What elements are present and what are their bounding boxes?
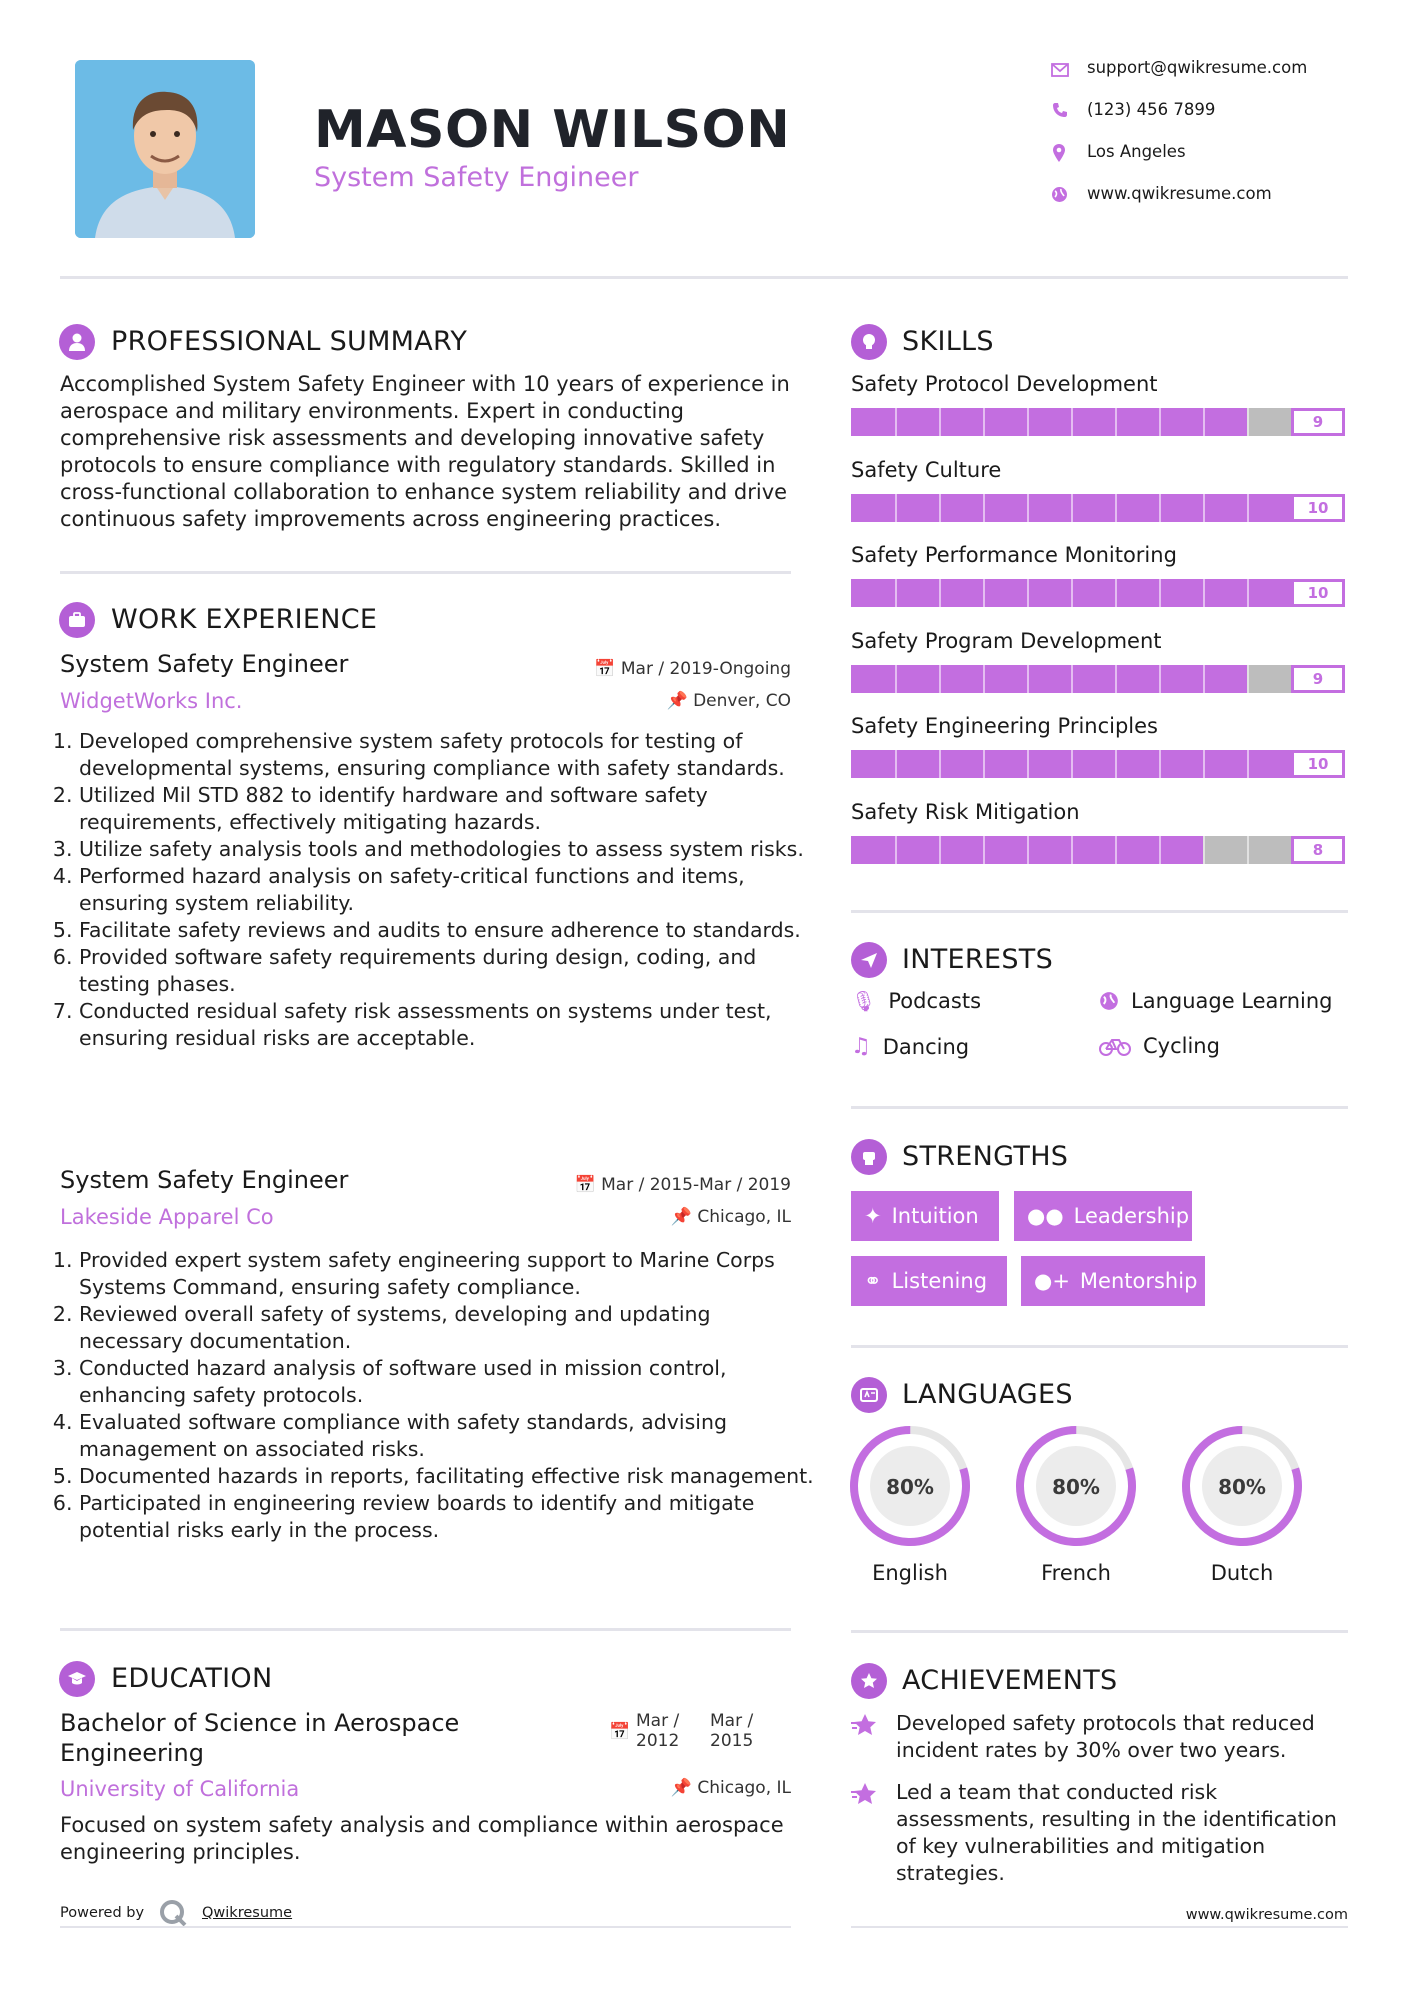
skills-heading: SKILLS [902,326,994,357]
microphone-icon: 🎙 [851,989,877,1013]
duty-item: 5. Documented hazards in reports, facilitating effective risk management. [79,1463,819,1490]
skill-bar-segment [939,408,941,436]
end-month: Mar / [710,1711,754,1731]
skill-name: Safety Program Development [851,628,1162,653]
users-icon: ●● [1027,1204,1064,1228]
duty-item: 4. Performed hazard analysis on safety-critical functions and items, ensuring system reliability. [79,863,819,917]
summary-heading: PROFESSIONAL SUMMARY [111,326,468,357]
skill-bar-segment [1247,579,1249,607]
skill-bar-segment [983,494,985,522]
skill-bar [851,579,1345,607]
contact-email-icon [1051,62,1069,81]
strengths-section-icon [851,1139,887,1175]
skill-name: Safety Performance Monitoring [851,543,1177,567]
headphones-icon: ⚭ [864,1269,882,1293]
skill-bar [851,836,1345,864]
skill-bar-segment [895,494,897,522]
education-line: Focused on system safety analysis and compliance within aerospace [60,1813,784,1837]
experience-heading: WORK EXPERIENCE [111,604,378,635]
job-company: Lakeside Apparel Co [60,1205,274,1229]
duty-item: 2. Utilized Mil STD 882 to identify hardware and software safety requirements, effectively mitigating hazards. [79,782,819,836]
job-location [667,691,791,711]
achievement-line: assessments, resulting in the identification [896,1807,1337,1831]
interest-item [1099,989,1332,1013]
language-percent: 80% [886,1475,934,1499]
interest-label: Podcasts [888,989,982,1013]
skill-bar-segment [939,750,941,778]
portrait-illustration [75,60,255,238]
interest-item [1099,1034,1220,1058]
summary-line: protocols to ensure compliance with regulatory standards. Skilled in [60,453,776,477]
interest-label: Dancing [882,1034,970,1059]
skill-bar-segment [1071,665,1073,693]
skill-bar-segment [983,750,985,778]
skill-bar-segment [895,408,897,436]
skill-bar-segment [1203,836,1205,864]
contact-website[interactable]: www.qwikresume.com [1087,184,1272,203]
contact-website-icon [1051,186,1068,207]
candidate-title: System Safety Engineer [314,162,639,193]
skill-score: 10 [1291,750,1345,778]
skill-bar [851,665,1345,693]
summary-divider [60,571,791,574]
contact-location: Los Angeles [1087,142,1186,161]
job-title: System Safety Engineer [60,650,349,678]
strength-label: Intuition [891,1204,979,1228]
skill-bar-segment [1247,836,1249,864]
user-plus-icon: ●+ [1034,1269,1070,1293]
skill-score: 10 [1291,579,1345,607]
calendar-icon: 📅 [574,1175,596,1195]
interest-label: Language Learning [1131,989,1333,1013]
job-dates [594,659,791,679]
achievement-item [896,1779,1356,1887]
achievement-line: incident rates by 30% over two years. [896,1738,1287,1762]
star-icon [851,1713,881,1743]
user-icon [67,332,87,352]
interests-divider [851,1106,1348,1109]
lightbulb-icon [859,332,879,352]
contact-email[interactable]: support@qwikresume.com [1087,58,1308,77]
skill-bar-segment [1247,750,1249,778]
skill-bar-segment [1203,750,1205,778]
pin-icon: 📌 [666,691,688,711]
skill-bar [851,750,1345,778]
language-name: French [1041,1561,1111,1585]
header-divider [60,276,1348,279]
duty-item: 4. Evaluated software compliance with safety standards, advising management on associated risks. [79,1409,819,1463]
skill-bar-segment [895,750,897,778]
skill-bar-segment [1159,408,1161,436]
paper-plane-icon [859,950,879,970]
degree-title [60,1708,459,1768]
interest-label: Cycling [1143,1034,1220,1058]
degree-line: Engineering [60,1739,204,1767]
achievement-item [896,1710,1356,1764]
summary-section-icon [59,324,95,360]
achievement-line: strategies. [896,1861,1005,1885]
duty-item: 6. Provided software safety requirements during design, coding, and testing phases. [79,944,819,998]
star-icon [851,1782,881,1808]
calendar-icon: 📅 [594,659,616,679]
summary-line: continuous safety improvements across engineering practices. [60,507,721,531]
achievements-section-icon [851,1663,887,1699]
languages-divider [851,1630,1348,1633]
end-year: 2015 [710,1731,754,1751]
language-percent: 80% [1052,1475,1100,1499]
duty-item: 7. Conducted residual safety risk assessments on systems under test, ensuring residual risks are acceptable. [79,998,819,1052]
degree-line: Bachelor of Science in Aerospace [60,1709,460,1737]
skill-bar-segment [1159,750,1161,778]
interest-item [851,989,981,1013]
duty-item: 6. Participated in engineering review boards to identify and mitigate potential risks early in the process. [79,1490,819,1544]
candidate-name: MASON WILSON [314,100,791,160]
skill-bar-segment [1071,750,1073,778]
strength-label: Mentorship [1079,1269,1198,1293]
skill-score: 8 [1291,836,1345,864]
interests-heading: INTERESTS [902,944,1054,975]
language-percent: 80% [1218,1475,1266,1499]
education-location [671,1778,791,1798]
star-icon [851,1713,881,1739]
skill-bar-segment [983,665,985,693]
strength-tag [851,1191,999,1241]
skill-bar-segment [1071,836,1073,864]
education-heading: EDUCATION [111,1663,273,1694]
skill-bar-segment [1027,750,1029,778]
strength-label: Leadership [1073,1204,1190,1228]
start-year: 2012 [636,1731,680,1751]
skill-name: Safety Culture [851,457,1002,482]
strength-tag [1014,1191,1192,1241]
achievement-line: Developed safety protocols that reduced [896,1711,1315,1735]
education-description [60,1812,800,1866]
graduate-icon [67,1669,87,1689]
skill-bar-fill [851,408,1247,436]
footer-divider-left [60,1926,791,1928]
job-dates-text: Mar / 2019-Ongoing [620,659,791,679]
skill-bar-segment [1027,579,1029,607]
skill-bar-segment [895,836,897,864]
skill-bar-segment [939,836,941,864]
skill-score: 9 [1291,665,1345,693]
skill-bar-segment [1027,408,1029,436]
skill-bar-segment [1071,579,1073,607]
skill-bar-segment [895,665,897,693]
duty-item: 5. Facilitate safety reviews and audits to ensure adherence to standards. [79,917,819,944]
summary-line: comprehensive risk assessments and developing innovative safety [60,426,765,450]
map-pin-icon [1053,144,1065,162]
job-duties-list [59,728,819,1052]
summary-text [60,371,800,533]
job-company: WidgetWorks Inc. [60,689,243,713]
skill-name: Safety Risk Mitigation [851,799,1080,824]
globe-icon [1099,991,1119,1011]
skill-bar-segment [1203,494,1205,522]
education-location-text: Chicago, IL [697,1778,791,1798]
translate-icon [859,1385,879,1405]
skill-bar-segment [1071,408,1073,436]
interest-item [851,1034,969,1059]
skill-bar-segment [983,408,985,436]
duty-item: 1. Provided expert system safety engineering support to Marine Corps Systems Command, ensuring safety compliance. [79,1247,819,1301]
summary-line: cross-functional collaboration to enhance system reliability and drive [60,480,788,504]
fist-icon [859,1147,879,1167]
interests-section-icon [851,942,887,978]
skills-section-icon [851,324,887,360]
skill-bar-segment [1203,579,1205,607]
skill-name: Safety Protocol Development [851,372,1158,396]
skill-bar-segment [1115,408,1117,436]
duty-item: 1. Developed comprehensive system safety protocols for testing of developmental systems, ensuring compliance with safety standards. [79,728,819,782]
skills-divider [851,910,1348,913]
skill-bar-segment [1027,836,1029,864]
envelope-icon [1051,63,1069,77]
skill-bar-segment [1159,665,1161,693]
job-location-text: Denver, CO [693,691,791,711]
experience-section-icon [59,602,95,638]
duty-item: 3. Conducted hazard analysis of software used in mission control, enhancing safety protocols. [79,1355,819,1409]
footer-divider-right [851,1926,1348,1928]
skill-bar-segment [1027,665,1029,693]
education-end-date [710,1711,753,1751]
achievements-heading: ACHIEVEMENTS [902,1665,1118,1696]
skill-bar-segment [895,579,897,607]
skill-bar [851,408,1345,436]
languages-heading: LANGUAGES [902,1379,1073,1410]
globe-icon [1051,186,1068,203]
skill-bar-segment [1115,836,1117,864]
briefcase-icon [67,610,87,630]
skill-bar-segment [1115,579,1117,607]
profile-photo [75,60,255,238]
strengths-divider [851,1345,1348,1348]
magic-wand-icon: ✦ [864,1204,882,1228]
education-calendar-icon: 📅 [609,1722,631,1742]
skill-name: Safety Engineering Principles [851,714,1159,738]
duty-item: 2. Reviewed overall safety of systems, developing and updating necessary documentation. [79,1301,819,1355]
skill-bar-segment [1159,494,1161,522]
skill-score: 10 [1291,494,1345,522]
pin-icon: 📌 [670,1207,692,1227]
education-line: engineering principles. [60,1840,301,1864]
skill-score: 9 [1291,408,1345,436]
job-location [671,1207,791,1227]
phone-icon [1052,102,1068,118]
language-rings [848,1422,1328,1552]
skill-bar-segment [939,665,941,693]
trophy-star-icon [859,1671,879,1691]
skill-bar-segment [983,836,985,864]
skill-bar-segment [1159,836,1161,864]
skill-bar-segment [1247,665,1249,693]
skill-bar-segment [1115,750,1117,778]
skill-bar-segment [983,579,985,607]
skill-bar-fill [851,665,1247,693]
languages-section-icon [851,1377,887,1413]
contact-phone[interactable]: (123) 456 7899 [1087,100,1216,119]
start-month: Mar / [636,1711,680,1731]
job-dates [575,1175,791,1195]
skill-bar-segment [939,494,941,522]
skill-bar-segment [1203,408,1205,436]
job-title: System Safety Engineer [60,1166,349,1194]
achievement-line: Led a team that conducted risk [896,1780,1218,1804]
skill-bar-segment [1115,494,1117,522]
q-logo-icon [158,1898,188,1928]
qwikresume-link[interactable]: Qwikresume [202,1905,293,1921]
skill-bar-segment [1247,494,1249,522]
pin-icon: 📌 [670,1778,692,1798]
summary-line: Accomplished System Safety Engineer with 10 years of experience in [60,372,790,396]
job-location-text: Chicago, IL [697,1207,791,1227]
skill-bar-segment [1247,408,1249,436]
achievement-line: of key vulnerabilities and mitigation [896,1834,1266,1858]
job-duties-list [59,1247,819,1544]
job-dates-text: Mar / 2015-Mar / 2019 [601,1175,791,1195]
skill-bar-segment [1071,494,1073,522]
contact-phone-icon [1052,102,1068,122]
powered-by-label: Powered by [60,1905,145,1921]
experience-divider [60,1628,791,1631]
skill-bar-segment [1203,665,1205,693]
skill-bar [851,494,1345,522]
strength-tag [1021,1256,1205,1306]
skill-bar-segment [1159,579,1161,607]
strength-label: Listening [891,1269,988,1293]
summary-line: aerospace and military environments. Expert in conducting [60,399,685,423]
strengths-heading: STRENGTHS [902,1141,1069,1172]
education-start-date [636,1711,679,1751]
contact-location-icon [1053,144,1065,166]
language-name: English [872,1561,948,1585]
footer-website[interactable]: www.qwikresume.com [1185,1907,1348,1923]
music-note-icon: ♫ [851,1034,871,1059]
school-name: University of California [60,1777,300,1801]
language-name: Dutch [1210,1561,1274,1585]
duty-item: 3. Utilize safety analysis tools and methodologies to assess system risks. [79,836,819,863]
star-icon [851,1782,881,1812]
skill-bar-segment [939,579,941,607]
bicycle-icon [1099,1036,1131,1056]
education-section-icon [59,1661,95,1697]
skill-bar-segment [1115,665,1117,693]
strength-tag [851,1256,1007,1306]
skill-bar-segment [1027,494,1029,522]
